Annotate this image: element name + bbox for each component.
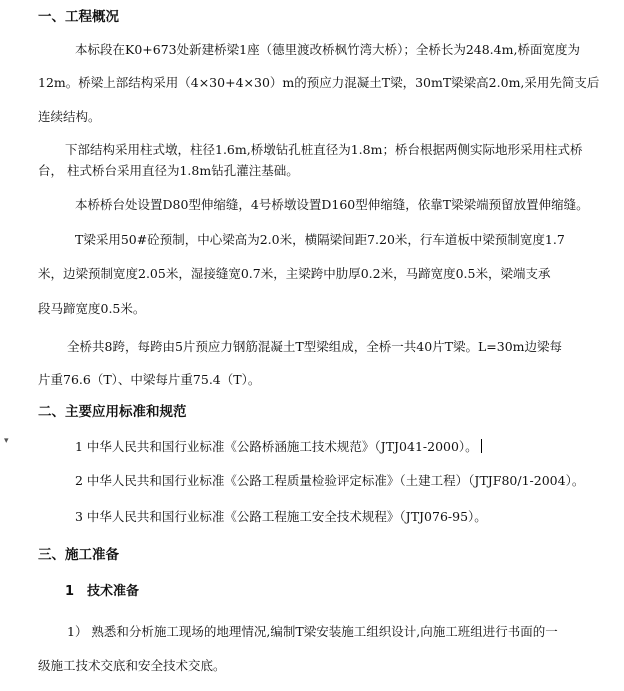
prep-item-1-line-2: 级施工技术交底和安全技术交底。 bbox=[38, 658, 226, 673]
paragraph-3-line-1: 本桥桥台处设置D80型伸缩缝，4号桥墩设置D160型伸缩缝，依靠T梁梁端预留放置伸缩缝。 bbox=[75, 197, 589, 212]
paragraph-1-line-3: 连续结构。 bbox=[38, 109, 101, 124]
paragraph-1-line-2: 12m。桥梁上部结构采用（4×30+4×30）m的预应力混凝土T梁，30mT梁梁高2.0m,采用先简支后 bbox=[38, 75, 600, 90]
paragraph-2-line-1: 下部结构采用柱式墩，柱径1.6m,桥墩钻孔桩直径为1.8m；桥台根据两侧实际地形采用柱式桥 bbox=[65, 142, 583, 157]
standard-item-3: 3 中华人民共和国行业标准《公路工程施工安全技术规程》（JTJ076-95）。 bbox=[75, 509, 487, 524]
standard-item-1-text: 1 中华人民共和国行业标准《公路桥涵施工技术规范》（JTJ041-2000）。 bbox=[75, 439, 478, 454]
section-2-title: 二、主要应用标准和规范 bbox=[38, 404, 187, 420]
standard-item-2: 2 中华人民共和国行业标准《公路工程质量检验评定标准》（土建工程）（JTJF80/1-2004）。 bbox=[75, 473, 585, 488]
paragraph-4-line-2: 米，边梁预制宽度2.05米，湿接缝宽0.7米，主梁跨中肋厚0.2米，马蹄宽度0.5米，梁端支承 bbox=[38, 266, 551, 281]
paragraph-5-line-1: 全桥共8跨，每跨由5片预应力钢筋混凝土T型梁组成，全桥一共40片T梁。L=30m边梁每 bbox=[67, 339, 563, 354]
section-3-title: 三、施工准备 bbox=[38, 547, 119, 563]
paragraph-2-line-2: 台， 柱式桥台采用直径为1.8m钻孔灌注基础。 bbox=[38, 163, 299, 178]
section-1-title: 一、工程概况 bbox=[38, 9, 119, 25]
standard-item-1 bbox=[75, 439, 482, 455]
prep-item-1-line-1: 1） 熟悉和分析施工现场的地理情况,编制T梁安装施工组织设计,向施工班组进行书面的一 bbox=[67, 624, 558, 639]
paragraph-4-line-3: 段马蹄宽度0.5米。 bbox=[38, 301, 146, 316]
subsection-technical-preparation: 1 技术准备 bbox=[65, 584, 140, 599]
paragraph-5-line-2: 片重76.6（T）、中梁每片重75.4（T）。 bbox=[38, 372, 261, 387]
paragraph-4-line-1: T梁采用50#砼预制，中心梁高为2.0米，横隔梁间距7.20米，行车道板中梁预制宽度1.7 bbox=[75, 232, 565, 247]
paragraph-1-line-1: 本标段在K0+673处新建桥梁1座（德里渡改桥枫竹湾大桥）；全桥长为248.4m,桥面宽度为 bbox=[75, 42, 580, 57]
margin-marker-icon: ▾ bbox=[4, 436, 9, 446]
text-cursor bbox=[481, 439, 482, 453]
